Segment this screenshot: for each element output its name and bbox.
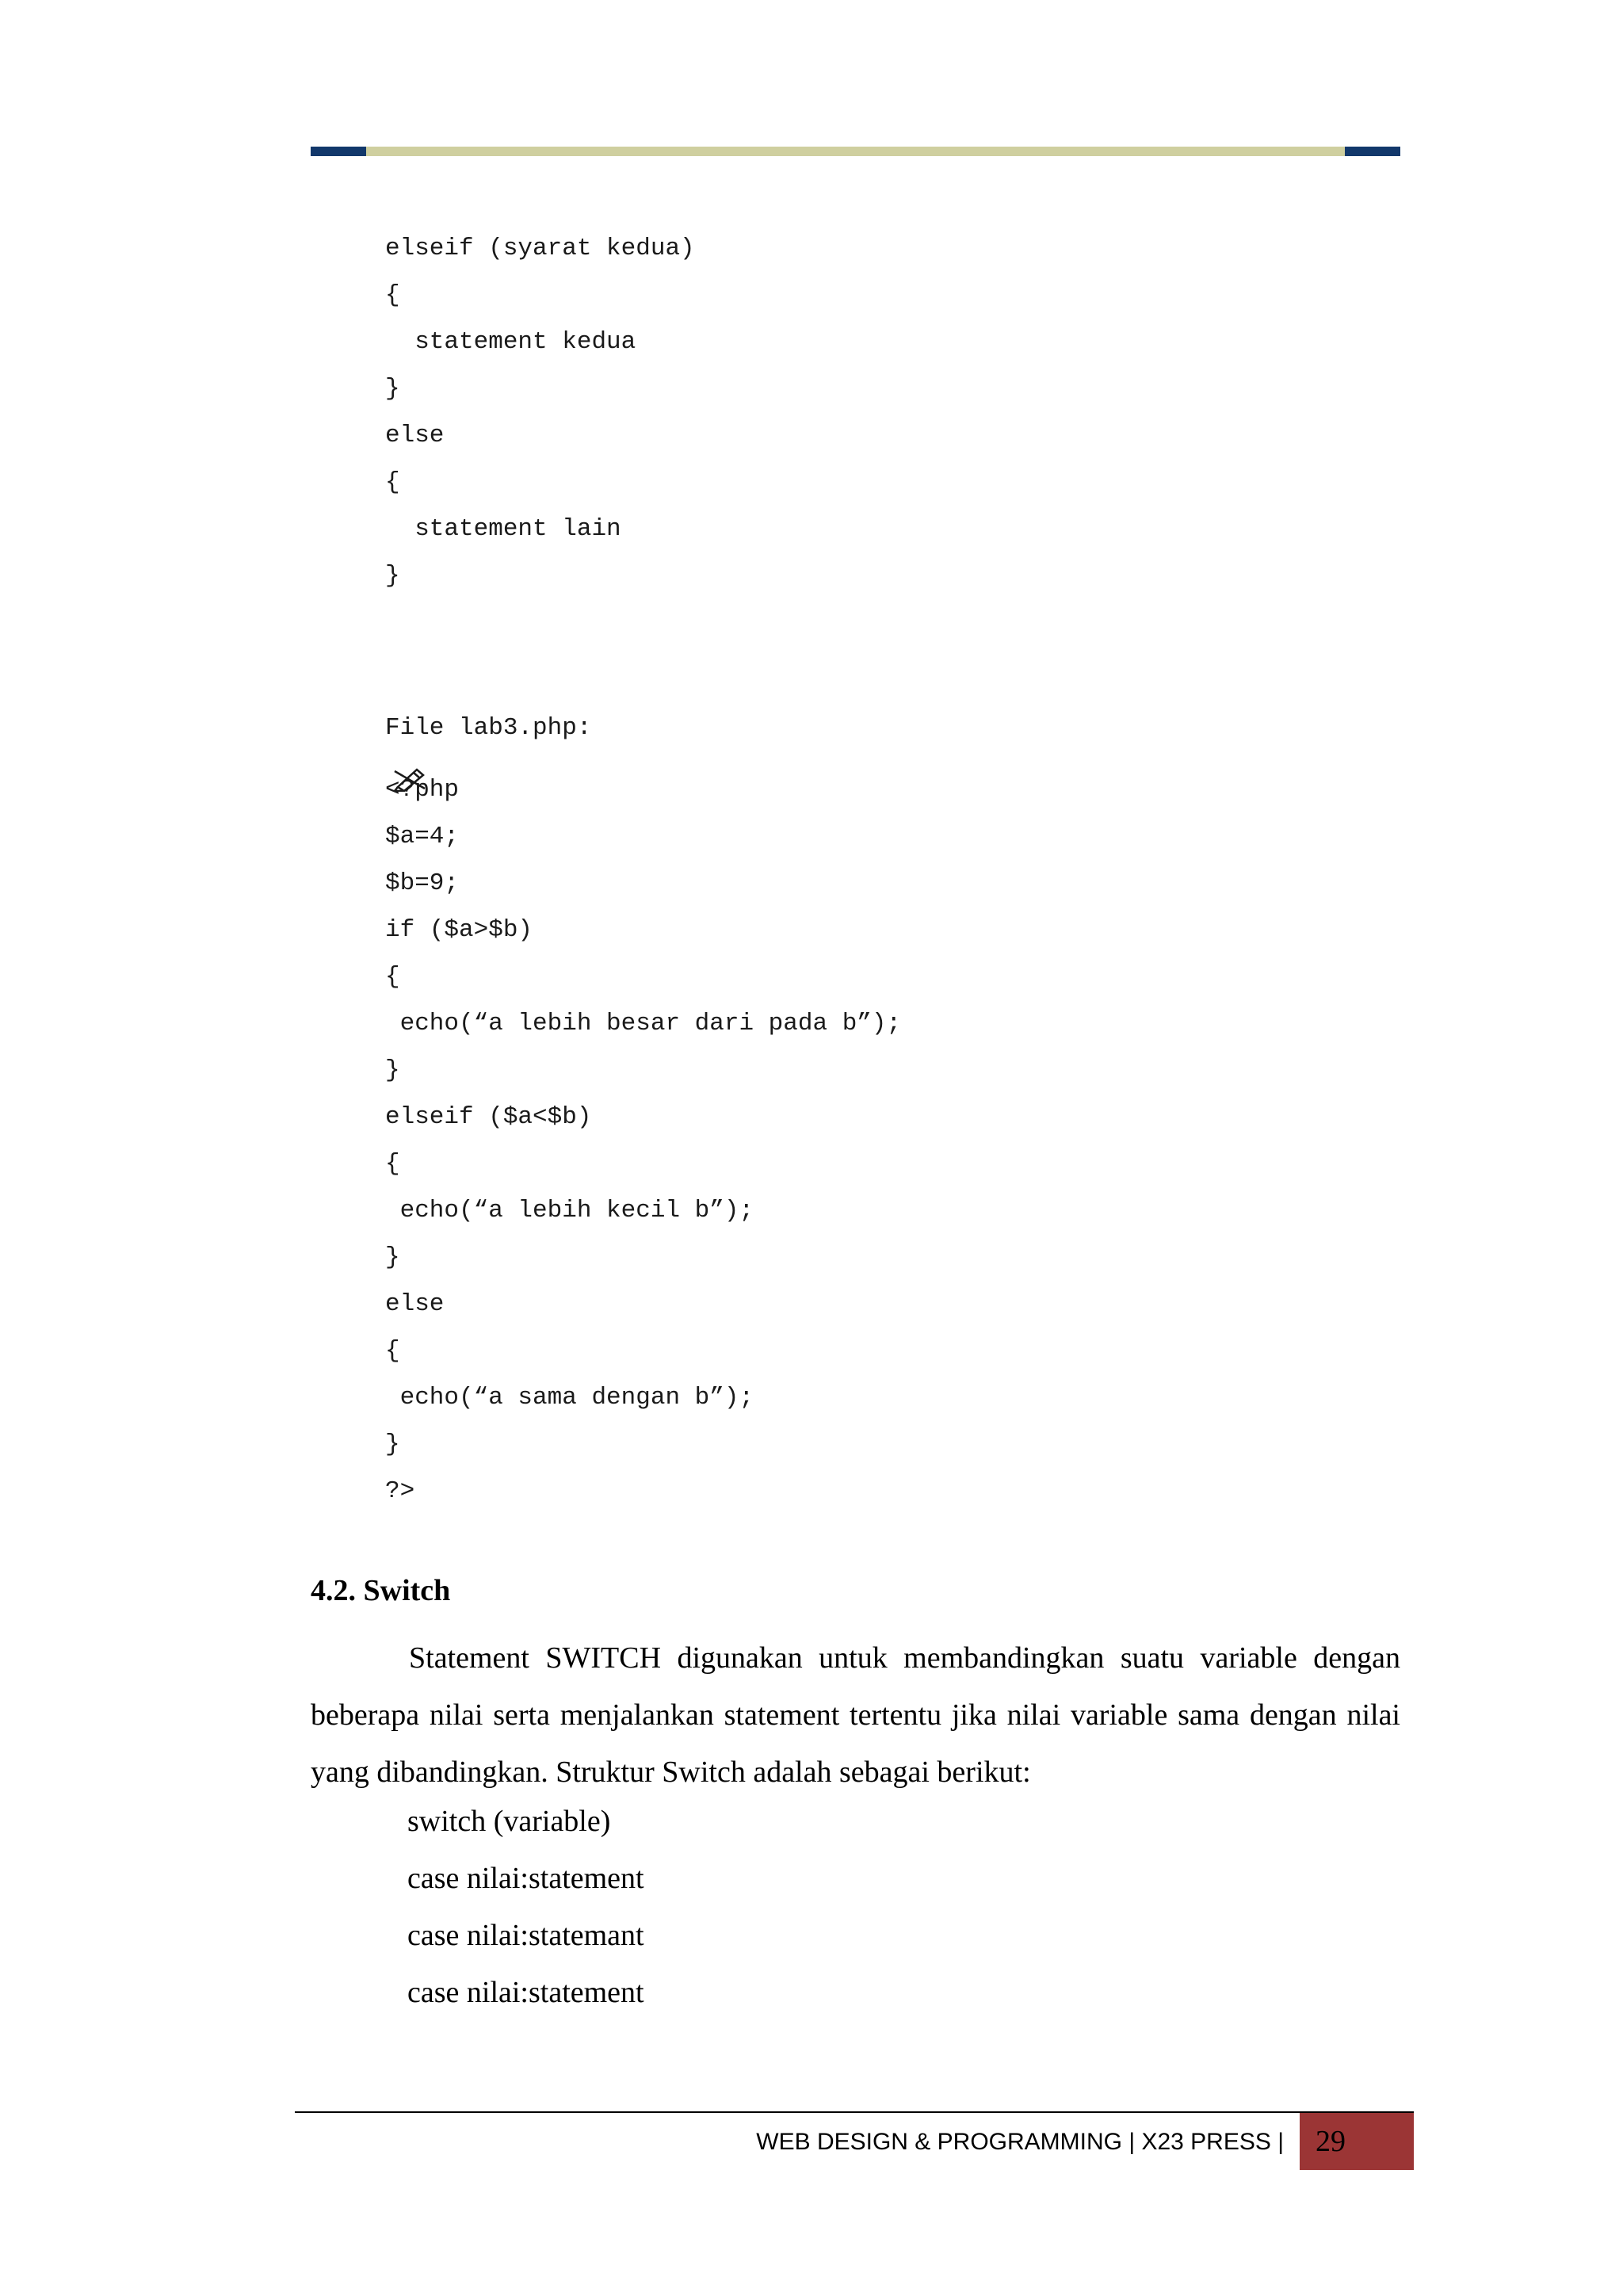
header-rule-middle <box>366 147 1345 156</box>
code-line: } <box>385 562 400 590</box>
code-line: else <box>385 1290 445 1318</box>
switch-structure <box>407 1793 644 2021</box>
code-line: } <box>385 1244 400 1271</box>
switch-line: switch (variable) <box>407 1805 611 1838</box>
code-line: } <box>385 1056 400 1084</box>
section-paragraph: Statement SWITCH digunakan untuk membandingkan suatu variable dengan beberapa nilai serta menjalankan statement tertentu jika nilai variable sama dengan nilai yang dibandingkan. Struktur Switch adalah sebagai berikut: <box>311 1641 1400 1789</box>
code-line: echo(“a sama dengan b”); <box>385 1384 754 1412</box>
code-line: else <box>385 422 445 449</box>
code-line: statement lain <box>385 515 621 543</box>
code-line: statement kedua <box>385 328 636 356</box>
code-line: echo(“a lebih besar dari pada b”); <box>385 1010 902 1037</box>
code-line: { <box>385 281 400 309</box>
code-line: $b=9; <box>385 869 460 897</box>
code-block-if-structure <box>385 225 695 599</box>
header-rule-left-cap <box>311 147 366 156</box>
code-line: $a=4; <box>385 823 460 850</box>
footer-rule <box>295 2111 1414 2113</box>
footer-text: WEB DESIGN & PROGRAMMING | X23 PRESS | <box>756 2129 1284 2155</box>
code-line: ?> <box>385 1477 415 1505</box>
code-line: } <box>385 1431 400 1458</box>
code-line: if ($a>$b) <box>385 916 533 944</box>
code-line: elseif ($a<$b) <box>385 1103 592 1131</box>
code-line: { <box>385 963 400 991</box>
code-block-lab3 <box>385 766 901 1515</box>
file-label-text: File lab3.php: <box>385 714 592 742</box>
switch-line: case nilai:statement <box>407 1976 644 2009</box>
code-line: { <box>385 1337 400 1365</box>
section-heading: 4.2. Switch <box>311 1574 451 1607</box>
header-rule <box>311 147 1400 156</box>
code-line: } <box>385 375 400 403</box>
code-line: echo(“a lebih kecil b”); <box>385 1197 754 1224</box>
switch-line: case nilai:statemant <box>407 1919 644 1952</box>
code-line: <?php <box>385 776 460 804</box>
pencil-icon <box>334 716 368 741</box>
code-line: { <box>385 1150 400 1178</box>
file-label <box>334 705 591 751</box>
page-number: 29 <box>1300 2113 1414 2170</box>
code-line: { <box>385 468 400 496</box>
code-line: elseif (syarat kedua) <box>385 235 695 262</box>
switch-line: case nilai:statement <box>407 1862 644 1895</box>
header-rule-right-cap <box>1345 147 1400 156</box>
